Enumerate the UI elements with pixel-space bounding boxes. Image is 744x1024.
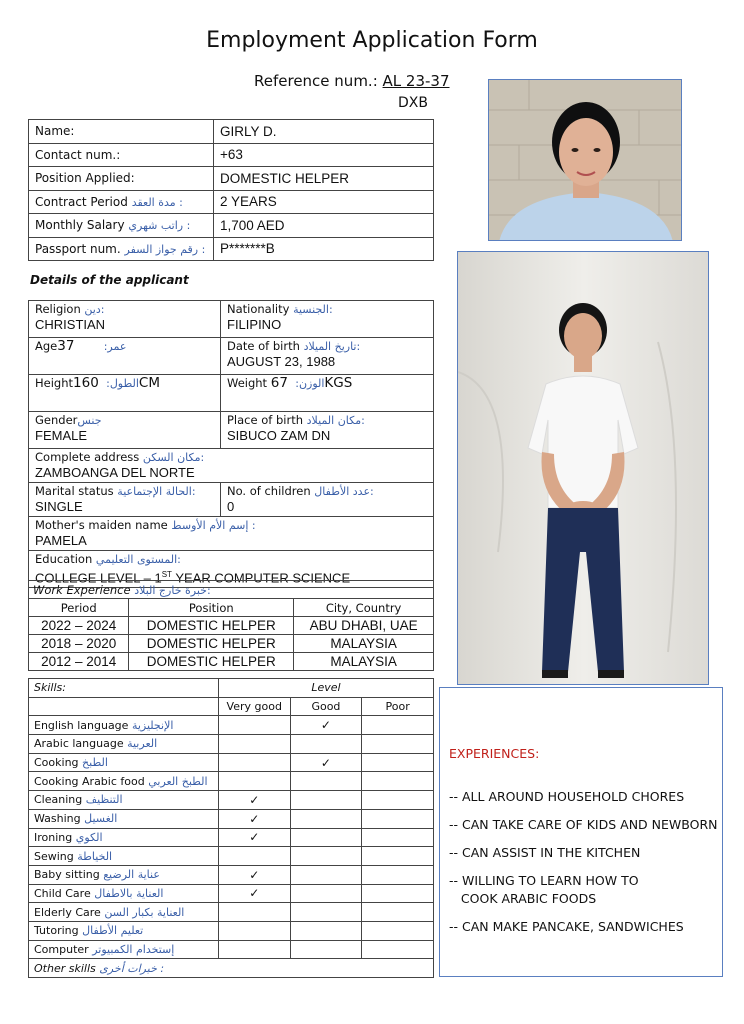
nationality-cell: Nationality الجنسية: FILIPINO bbox=[221, 301, 434, 338]
check-icon: ✓ bbox=[249, 886, 260, 901]
skill-level-cell bbox=[290, 716, 362, 735]
skill-row bbox=[29, 921, 434, 940]
info-value: GIRLY D. bbox=[214, 120, 434, 144]
skill-level-cell bbox=[290, 809, 362, 828]
headshot-illustration bbox=[489, 80, 682, 241]
info-value: DOMESTIC HELPER bbox=[214, 167, 434, 191]
work-cell: DOMESTIC HELPER bbox=[129, 617, 294, 635]
religion-cell: Religion دين: CHRISTIAN bbox=[29, 301, 221, 338]
details-heading: Details of the applicant bbox=[30, 273, 189, 287]
mother-name-value: PAMELA bbox=[35, 533, 87, 548]
skill-level-cell bbox=[362, 772, 434, 791]
check-icon: ✓ bbox=[249, 792, 260, 807]
experiences-box bbox=[439, 687, 723, 977]
skill-level-cell bbox=[362, 828, 434, 847]
work-header: Position bbox=[129, 599, 294, 617]
info-label: Name: bbox=[29, 120, 214, 144]
skills-table bbox=[28, 678, 434, 978]
skill-row bbox=[29, 809, 434, 828]
full-body-photo bbox=[457, 251, 709, 685]
skill-level-cell bbox=[290, 791, 362, 810]
skill-row bbox=[29, 847, 434, 866]
dob-cell: Date of birth تاريخ الميلاد: AUGUST 23, 1988 bbox=[221, 338, 434, 375]
weight-value: 67KGS bbox=[270, 375, 353, 391]
nationality-value: FILIPINO bbox=[227, 317, 282, 332]
height-value: 160CM bbox=[73, 375, 160, 391]
marital-cell: Marital status الحالة الإجتماعية: SINGLE bbox=[29, 483, 221, 517]
skill-level-cell bbox=[362, 735, 434, 754]
full-body-illustration bbox=[458, 252, 709, 685]
skill-level-cell bbox=[362, 921, 434, 940]
children-cell: No. of children عدد الأطفال: 0 bbox=[221, 483, 434, 517]
experiences-heading: EXPERIENCES: bbox=[449, 746, 540, 761]
work-cell: DOMESTIC HELPER bbox=[129, 635, 294, 653]
form-title: Employment Application Form bbox=[206, 28, 538, 53]
skill-level-cell bbox=[218, 884, 290, 903]
skill-row bbox=[29, 903, 434, 922]
info-value: 2 YEARS bbox=[214, 190, 434, 214]
skill-level-cell bbox=[290, 847, 362, 866]
other-skills: Other skills خبرات أخرى : bbox=[29, 959, 434, 978]
skill-name: Arabic language العربية bbox=[29, 735, 219, 754]
skill-row bbox=[29, 884, 434, 903]
skill-name: Sewing الخياطة bbox=[29, 847, 219, 866]
experience-item: -- CAN TAKE CARE OF KIDS AND NEWBORN bbox=[449, 817, 718, 832]
education-cell: Education المستوى التعليمي: COLLEGE LEVEL – 1ST YEAR COMPUTER SCIENCE bbox=[29, 551, 434, 588]
info-value: P*******B bbox=[214, 237, 434, 261]
check-icon: ✓ bbox=[320, 718, 331, 733]
top-info-table bbox=[28, 119, 434, 261]
experience-item: -- CAN MAKE PANCAKE, SANDWICHES bbox=[449, 919, 684, 934]
info-row bbox=[29, 237, 434, 261]
skill-level-cell bbox=[290, 753, 362, 772]
work-cell: 2012 – 2014 bbox=[29, 653, 129, 671]
skill-level-cell bbox=[290, 903, 362, 922]
info-label: Passport num. رقم جواز السفر : bbox=[29, 237, 214, 261]
skills-caption: Skills: bbox=[29, 679, 219, 698]
skill-level-cell bbox=[218, 735, 290, 754]
skill-row bbox=[29, 791, 434, 810]
skill-level-cell bbox=[218, 716, 290, 735]
work-header: Period bbox=[29, 599, 129, 617]
skill-name: Computer إستخدام الكمبيوتر bbox=[29, 940, 219, 959]
marital-value: SINGLE bbox=[35, 499, 83, 514]
skill-row bbox=[29, 865, 434, 884]
reference-line bbox=[254, 72, 450, 90]
skill-level-cell bbox=[362, 940, 434, 959]
skill-row bbox=[29, 772, 434, 791]
info-label: Contact num.: bbox=[29, 143, 214, 167]
skill-level-cell bbox=[218, 865, 290, 884]
dob-value: AUGUST 23, 1988 bbox=[227, 354, 336, 369]
mother-name-cell: Mother's maiden name إسم الأم الأوسط : PAMELA bbox=[29, 517, 434, 551]
check-icon: ✓ bbox=[249, 830, 260, 845]
education-value: COLLEGE LEVEL – 1ST YEAR COMPUTER SCIENCE bbox=[35, 570, 351, 586]
skill-level-cell bbox=[290, 735, 362, 754]
pob-value: SIBUCO ZAM DN bbox=[227, 428, 331, 443]
work-row bbox=[29, 617, 434, 635]
skill-level-cell bbox=[218, 753, 290, 772]
work-header: City, Country bbox=[294, 599, 434, 617]
info-label: Contract Period مدة العقد : bbox=[29, 190, 214, 214]
skill-name: Ironing الكوي bbox=[29, 828, 219, 847]
level-header: Poor bbox=[362, 697, 434, 716]
skill-row bbox=[29, 716, 434, 735]
check-icon: ✓ bbox=[249, 811, 260, 826]
age-value: 37 bbox=[57, 338, 75, 354]
experience-item: -- CAN ASSIST IN THE KITCHEN bbox=[449, 845, 641, 860]
skill-level-cell bbox=[362, 716, 434, 735]
skill-row bbox=[29, 735, 434, 754]
work-cell: MALAYSIA bbox=[294, 653, 434, 671]
skill-level-cell bbox=[218, 903, 290, 922]
height-cell: Height الطول: 160CM bbox=[29, 375, 221, 412]
address-value: ZAMBOANGA DEL NORTE bbox=[35, 465, 195, 480]
experience-item: -- WILLING TO LEARN HOW TO COOK ARABIC FOODS bbox=[449, 873, 639, 906]
level-header: Good bbox=[290, 697, 362, 716]
skill-level-cell bbox=[218, 828, 290, 847]
skill-name: Tutoring تعليم الأطفال bbox=[29, 921, 219, 940]
level-header: Very good bbox=[218, 697, 290, 716]
info-value: +63 bbox=[214, 143, 434, 167]
info-row bbox=[29, 120, 434, 144]
skill-name: Baby sitting عناية الرضيع bbox=[29, 865, 219, 884]
skill-row bbox=[29, 828, 434, 847]
gender-value: FEMALE bbox=[35, 428, 88, 443]
skill-name: English language الإنجليزية bbox=[29, 716, 219, 735]
info-row bbox=[29, 190, 434, 214]
skill-name: Child Care العناية بالاطفال bbox=[29, 884, 219, 903]
skill-level-cell bbox=[290, 940, 362, 959]
weight-cell: Weight الوزن: 67KGS bbox=[221, 375, 434, 412]
religion-value: CHRISTIAN bbox=[35, 317, 106, 332]
work-row bbox=[29, 653, 434, 671]
skill-level-cell bbox=[218, 940, 290, 959]
info-row bbox=[29, 214, 434, 238]
work-cell: 2018 – 2020 bbox=[29, 635, 129, 653]
skill-level-cell bbox=[362, 884, 434, 903]
work-cell: ABU DHABI, UAE bbox=[294, 617, 434, 635]
skill-name: Cleaning التنظيف bbox=[29, 791, 219, 810]
gender-cell: Genderجنس FEMALE bbox=[29, 412, 221, 449]
skill-level-cell bbox=[218, 847, 290, 866]
applicant-details-table bbox=[28, 300, 434, 588]
age-cell: Age عمر: 37 bbox=[29, 338, 221, 375]
skill-level-cell bbox=[290, 884, 362, 903]
skill-level-cell bbox=[362, 903, 434, 922]
check-icon: ✓ bbox=[320, 755, 331, 770]
work-cell: MALAYSIA bbox=[294, 635, 434, 653]
children-value: 0 bbox=[227, 499, 235, 514]
skill-level-cell bbox=[362, 847, 434, 866]
skill-level-cell bbox=[362, 865, 434, 884]
work-caption: Work Experience خبرة خارج البلاد: bbox=[29, 581, 434, 599]
skill-level-cell bbox=[362, 791, 434, 810]
headshot-photo bbox=[488, 79, 682, 241]
skill-level-cell bbox=[362, 753, 434, 772]
check-icon: ✓ bbox=[249, 867, 260, 882]
skill-name: Washing الغسيل bbox=[29, 809, 219, 828]
work-row bbox=[29, 635, 434, 653]
info-row bbox=[29, 143, 434, 167]
skill-level-cell bbox=[218, 791, 290, 810]
work-cell: DOMESTIC HELPER bbox=[129, 653, 294, 671]
skill-level-cell bbox=[218, 809, 290, 828]
skill-level-cell bbox=[218, 921, 290, 940]
skill-name: Elderly Care العناية بكبار السن bbox=[29, 903, 219, 922]
skill-name: Cooking الطبخ bbox=[29, 753, 219, 772]
skill-level-cell bbox=[290, 772, 362, 791]
skill-level-cell bbox=[290, 828, 362, 847]
info-value: 1,700 AED bbox=[214, 214, 434, 238]
address-cell: Complete address مكان السكن: ZAMBOANGA DEL NORTE bbox=[29, 449, 434, 483]
skill-level-cell bbox=[290, 865, 362, 884]
info-label: Monthly Salary راتب شهري : bbox=[29, 214, 214, 238]
work-experience-table bbox=[28, 580, 434, 671]
reference-label: Reference num.: bbox=[254, 72, 378, 90]
pob-cell: Place of birth مكان الميلاد: SIBUCO ZAM DN bbox=[221, 412, 434, 449]
skill-level-cell bbox=[290, 921, 362, 940]
reference-number: AL 23-37 bbox=[382, 72, 450, 90]
skill-row bbox=[29, 753, 434, 772]
skill-row bbox=[29, 940, 434, 959]
skill-name: Cooking Arabic food الطبخ العربي bbox=[29, 772, 219, 791]
info-label: Position Applied: bbox=[29, 167, 214, 191]
skill-level-cell bbox=[362, 809, 434, 828]
experience-item: -- ALL AROUND HOUSEHOLD CHORES bbox=[449, 789, 685, 804]
reference-office: DXB bbox=[398, 95, 428, 111]
work-cell: 2022 – 2024 bbox=[29, 617, 129, 635]
level-label: Level bbox=[218, 679, 433, 698]
info-row bbox=[29, 167, 434, 191]
skill-level-cell bbox=[218, 772, 290, 791]
